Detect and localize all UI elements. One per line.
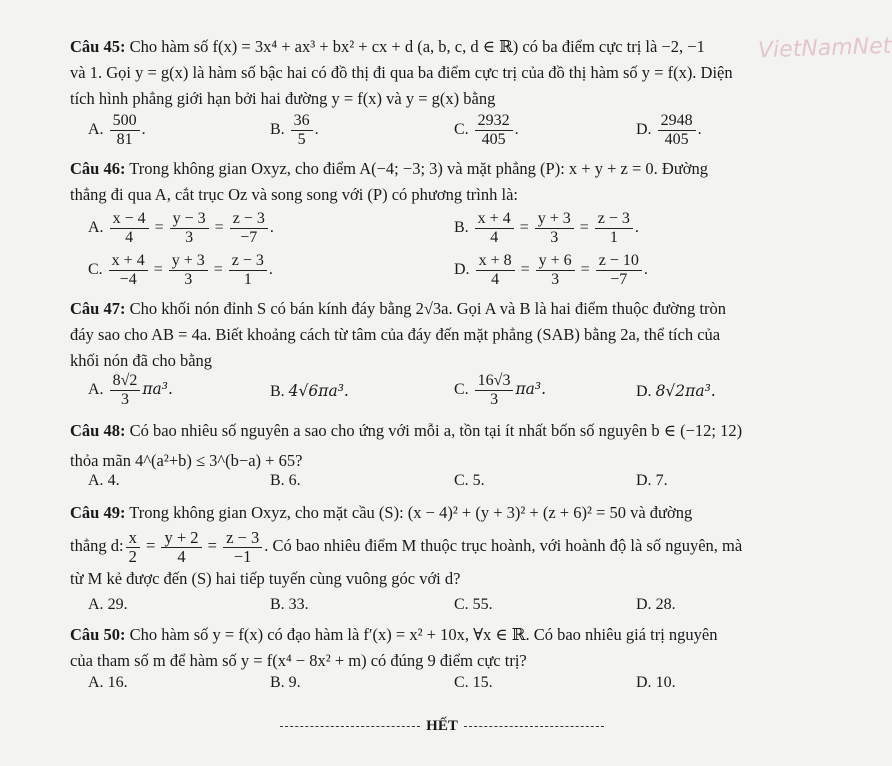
option-b[interactable]	[454, 210, 639, 247]
equals-sign: =	[210, 219, 228, 237]
option-letter: D.	[636, 383, 652, 400]
option-text: 9.	[288, 674, 301, 691]
option-b[interactable]	[270, 472, 301, 490]
option-tail: .	[514, 121, 519, 139]
option-d[interactable]	[454, 252, 648, 289]
numerator: x − 4	[110, 210, 149, 229]
option-d[interactable]	[636, 596, 676, 614]
numerator: z − 3	[230, 210, 268, 229]
option-b[interactable]	[270, 596, 309, 614]
fraction	[109, 252, 148, 289]
question-45-line1	[70, 34, 815, 60]
question-label: Câu 50:	[70, 625, 126, 644]
question-45-options	[88, 112, 815, 152]
denominator: 2	[128, 546, 137, 566]
period: .	[634, 219, 639, 237]
question-46-line1	[70, 156, 815, 182]
option-tail: πa³.	[142, 380, 173, 399]
divider	[280, 726, 420, 727]
denominator: 4	[490, 229, 499, 246]
option-letter: D.	[636, 674, 652, 691]
fraction	[170, 210, 209, 247]
numerator: z − 3	[223, 529, 262, 548]
option-letter: A.	[88, 381, 104, 399]
option-c[interactable]	[454, 112, 519, 149]
numerator: z − 10	[596, 252, 642, 271]
question-47	[70, 296, 815, 374]
option-text: 33.	[288, 596, 309, 613]
fraction	[536, 252, 575, 289]
option-d[interactable]	[636, 382, 716, 401]
numerator: y + 3	[169, 252, 208, 271]
equals-sign: =	[575, 219, 593, 237]
option-b[interactable]	[270, 674, 301, 692]
question-47-options	[88, 372, 815, 412]
denominator: 3	[185, 229, 194, 246]
question-49-line1	[70, 500, 815, 526]
question-50-line1	[70, 622, 815, 648]
denominator: 1	[243, 271, 252, 288]
numerator: 2932	[475, 112, 513, 131]
period: .	[268, 261, 273, 279]
option-letter: B.	[270, 383, 285, 400]
option-letter: A.	[88, 674, 104, 691]
question-text: Trong không gian Oxyz, cho điểm A(−4; −3; 3) và mặt phẳng (P): x + y + z = 0. Đường	[125, 159, 708, 178]
option-letter: C.	[454, 472, 469, 489]
denominator: 3	[551, 271, 560, 288]
fraction	[475, 112, 513, 149]
denominator: 81	[116, 131, 133, 148]
numerator: 500	[110, 112, 140, 131]
denominator: 1	[609, 229, 618, 246]
fraction	[535, 210, 574, 247]
numerator: 16√3	[475, 372, 514, 391]
question-45	[70, 34, 815, 112]
option-tail: .	[697, 121, 702, 139]
numerator: x + 4	[475, 210, 514, 229]
option-text: 55.	[472, 596, 493, 613]
end-text: HẾT	[426, 718, 458, 734]
question-45-line3: tích hình phẳng giới hạn bởi hai đường y = f(x) và y = g(x) bằng	[70, 89, 496, 108]
option-letter: B.	[270, 121, 285, 139]
numerator: x	[126, 529, 140, 548]
option-text: 5.	[472, 472, 485, 489]
numerator: z − 3	[229, 252, 267, 271]
fraction	[223, 529, 262, 566]
question-47-line1	[70, 296, 815, 322]
option-text: 28.	[655, 596, 676, 613]
question-text: Cho khối nón đỉnh S có bán kính đáy bằng 2√3a. Gọi A và B là hai điểm thuộc đường tròn	[125, 299, 726, 318]
question-45-line2: và 1. Gọi y = g(x) là hàm số bậc hai có đồ thị đi qua ba điểm cực trị của đồ thị hàm số y = f(x). Diện	[70, 63, 733, 82]
denominator: 4	[177, 546, 186, 566]
option-a[interactable]	[88, 112, 146, 149]
option-tail: .	[141, 121, 146, 139]
option-letter: B.	[270, 674, 285, 691]
option-letter: C.	[454, 596, 469, 613]
question-46	[70, 156, 815, 208]
option-text: 15.	[472, 674, 493, 691]
option-text: 7.	[655, 472, 668, 489]
denominator: 5	[297, 131, 306, 148]
numerator: 8√2	[110, 372, 141, 391]
question-text: Có bao nhiêu số nguyên a sao cho ứng với mỗi a, tồn tại ít nhất bốn số nguyên b ∈ (−12; 12)	[125, 421, 743, 440]
option-b[interactable]	[270, 382, 349, 401]
fraction	[475, 210, 514, 247]
option-letter: D.	[636, 596, 652, 613]
question-48-line2: thỏa mãn 4^(a²+b) ≤ 3^(b−a) + 65?	[70, 451, 303, 470]
option-text: 10.	[655, 674, 676, 691]
question-label: Câu 45:	[70, 37, 126, 56]
option-letter: C.	[454, 381, 469, 399]
option-letter: B.	[270, 596, 285, 613]
question-48	[70, 418, 815, 474]
option-letter: C.	[454, 121, 469, 139]
divider	[464, 726, 604, 727]
option-c[interactable]	[454, 596, 493, 614]
end-marker	[272, 718, 612, 735]
option-text: 4√6πa³.	[288, 382, 349, 400]
question-46-options-row2	[88, 252, 815, 292]
fraction	[110, 210, 149, 247]
equals-sign: =	[209, 261, 227, 279]
question-47-line2: đáy sao cho AB = 4a. Biết khoảng cách từ tâm của đáy đến mặt phẳng (SAB) bằng 2a, thể tích của	[70, 325, 721, 344]
watermark-logo: VietNamNet	[757, 33, 892, 64]
question-text: Cho hàm số f(x) = 3x⁴ + ax³ + bx² + cx + d (a, b, c, d ∈ ℝ) có ba điểm cực trị là −2, −1	[125, 37, 705, 56]
denominator: −1	[233, 546, 252, 566]
equals-sign: =	[149, 261, 167, 279]
numerator: x + 4	[109, 252, 148, 271]
option-a[interactable]	[88, 472, 120, 490]
question-50	[70, 622, 815, 674]
fraction	[658, 112, 696, 149]
fraction	[476, 252, 515, 289]
option-a[interactable]	[88, 210, 274, 247]
numerator: x + 8	[476, 252, 515, 271]
option-letter: B.	[270, 472, 285, 489]
period: .	[643, 261, 648, 279]
period: .	[269, 219, 274, 237]
question-50-options	[88, 674, 815, 714]
option-tail: .	[314, 121, 319, 139]
denominator: −7	[610, 271, 628, 288]
question-text: Cho hàm số y = f(x) có đạo hàm là f′(x) = x² + 10x, ∀x ∈ ℝ. Có bao nhiêu giá trị nguyên	[125, 625, 718, 644]
question-49-line2	[70, 526, 815, 566]
denominator: 405	[481, 131, 506, 148]
option-letter: A.	[88, 219, 104, 237]
numerator: y + 2	[161, 529, 201, 548]
denominator: −4	[119, 271, 137, 288]
question-49-line3: từ M kẻ được đến (S) hai tiếp tuyến cùng vuông góc với d?	[70, 569, 461, 588]
equals-sign: =	[516, 261, 534, 279]
numerator: 36	[291, 112, 313, 131]
question-48-line1	[70, 418, 815, 444]
equals-sign: =	[141, 536, 160, 555]
equals-sign: =	[203, 536, 222, 555]
question-label: Câu 48:	[70, 421, 126, 440]
fraction	[126, 529, 140, 566]
question-50-line2: của tham số m để hàm số y = f(x⁴ − 8x² + m) có đúng 9 điểm cực trị?	[70, 651, 527, 670]
question-label: Câu 46:	[70, 159, 126, 178]
option-tail: πa³.	[515, 380, 547, 399]
option-text: 4.	[107, 472, 120, 489]
option-letter: C.	[88, 261, 103, 279]
fraction	[230, 210, 268, 247]
equals-sign: =	[515, 219, 533, 237]
question-46-line2: thẳng đi qua A, cắt trục Oz và song song với (P) có phương trình là:	[70, 185, 518, 204]
line-end: . Có bao nhiêu điểm M thuộc trục hoành, với hoành độ là số nguyên, mà	[264, 536, 743, 555]
option-letter: A.	[88, 121, 104, 139]
denominator: 4	[491, 271, 500, 288]
option-b[interactable]	[270, 112, 319, 149]
numerator: 2948	[658, 112, 696, 131]
option-letter: D.	[636, 121, 652, 139]
option-a[interactable]	[88, 596, 128, 614]
option-d[interactable]	[636, 112, 702, 149]
denominator: 3	[490, 391, 499, 408]
numerator: y − 3	[170, 210, 209, 229]
option-letter: D.	[454, 261, 470, 279]
fraction	[596, 252, 642, 289]
denominator: 405	[664, 131, 689, 148]
option-text: 8√2πa³.	[655, 382, 716, 400]
denominator: 3	[120, 391, 129, 408]
question-49	[70, 500, 815, 592]
option-c[interactable]	[454, 372, 546, 409]
option-d[interactable]	[636, 472, 668, 490]
question-47-line3: khối nón đã cho bằng	[70, 351, 213, 370]
option-c[interactable]	[454, 472, 485, 490]
denominator: −7	[240, 229, 258, 246]
question-label: Câu 49:	[70, 503, 126, 522]
question-text: Trong không gian Oxyz, cho mặt cầu (S): (x − 4)² + (y + 3)² + (z + 6)² = 50 và đường	[125, 503, 693, 522]
option-c[interactable]	[88, 252, 273, 289]
fraction	[595, 210, 633, 247]
equals-sign: =	[150, 219, 168, 237]
option-text: 16.	[107, 674, 128, 691]
fraction	[169, 252, 208, 289]
option-text: 6.	[288, 472, 301, 489]
option-d[interactable]	[636, 674, 676, 692]
fraction	[161, 529, 201, 566]
numerator: z − 3	[595, 210, 633, 229]
fraction	[110, 372, 141, 409]
fraction	[110, 112, 140, 149]
option-letter: C.	[454, 674, 469, 691]
option-letter: A.	[88, 472, 104, 489]
option-text: 29.	[107, 596, 128, 613]
equals-sign: =	[576, 261, 594, 279]
denominator: 4	[125, 229, 134, 246]
option-a[interactable]	[88, 372, 173, 409]
numerator: y + 6	[536, 252, 575, 271]
numerator: y + 3	[535, 210, 574, 229]
fraction	[229, 252, 267, 289]
option-letter: B.	[454, 219, 469, 237]
denominator: 3	[550, 229, 559, 246]
option-a[interactable]	[88, 674, 128, 692]
question-46-options-row1	[88, 210, 815, 250]
line-start: thẳng d:	[70, 536, 124, 555]
fraction	[475, 372, 514, 409]
option-c[interactable]	[454, 674, 493, 692]
option-letter: D.	[636, 472, 652, 489]
denominator: 3	[184, 271, 193, 288]
fraction	[291, 112, 313, 149]
option-letter: A.	[88, 596, 104, 613]
question-label: Câu 47:	[70, 299, 126, 318]
